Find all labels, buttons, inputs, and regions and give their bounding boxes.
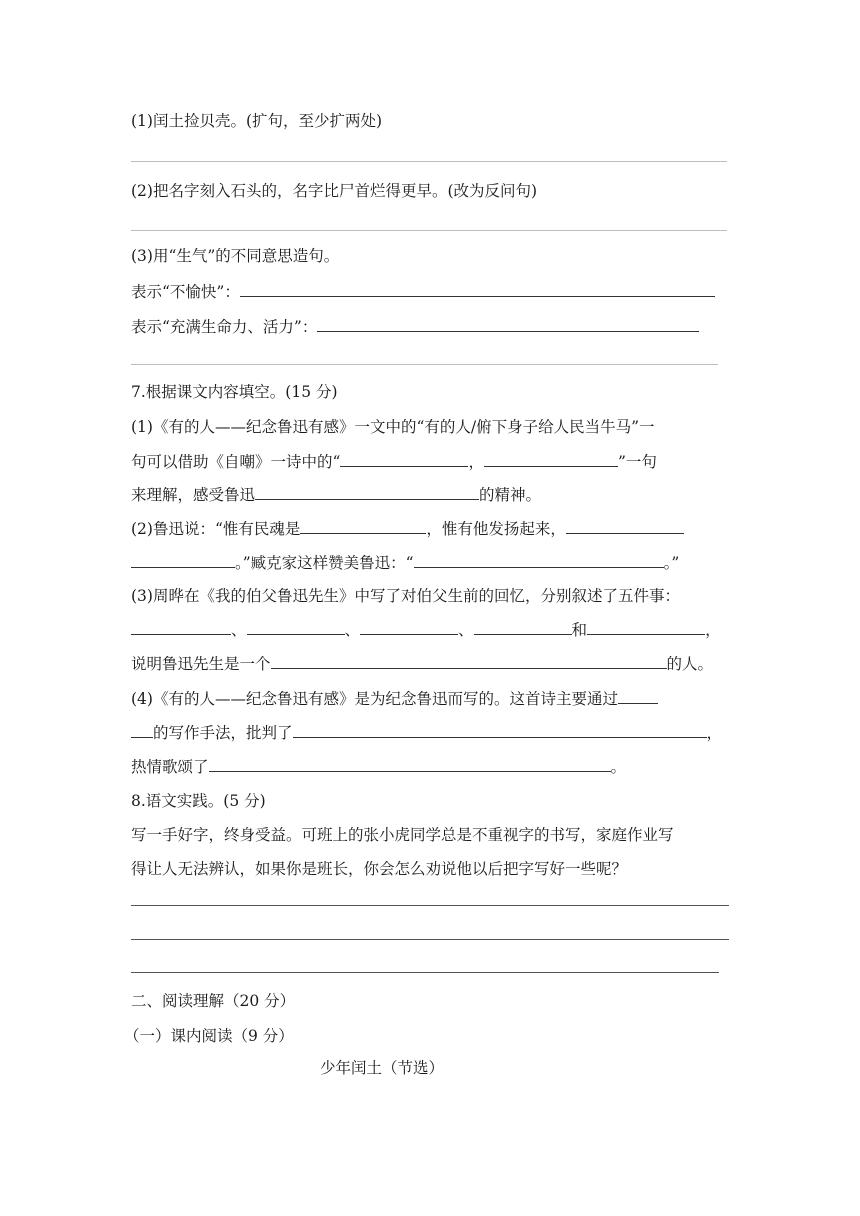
- blank[interactable]: [209, 757, 611, 772]
- q8-line2: 得让人无法辨认，如果你是班长，你会怎么劝说他以后把字写好一些呢？: [131, 860, 628, 878]
- q7-title: 7.根据课文内容填空。(15 分): [131, 383, 338, 401]
- q7-s4-text-a: (4)《有的人——纪念鲁迅有感》是为纪念鲁迅而写的。这首诗主要通过: [131, 690, 618, 708]
- q6-part3a: [131, 281, 715, 303]
- blank[interactable]: [360, 620, 458, 635]
- blank[interactable]: [618, 689, 658, 704]
- q7-s4-line1: [131, 688, 658, 710]
- q7-s3-line1: (3)周晔在《我的伯父鲁迅先生》中写了对伯父生前的回忆，分别叙述了五件事：: [131, 587, 680, 605]
- comma: ，: [706, 724, 723, 742]
- q7-s3-line2: [131, 619, 721, 641]
- q7-s4-text-c: 热情歌颂了: [131, 758, 209, 776]
- q6-part3a-label: 表示“不愉快”：: [131, 283, 240, 301]
- blank[interactable]: [131, 620, 231, 635]
- q7-s3-text-b: 的人。: [666, 655, 714, 673]
- blank[interactable]: [131, 553, 235, 568]
- q7-s1-text-a: 句可以借助《自嘲》一诗中的“: [131, 453, 341, 471]
- q8-line1: 写一手好字，终身受益。可班上的张小虎同学总是不重视字的书写，家庭作业写: [131, 826, 674, 844]
- blank[interactable]: [340, 452, 468, 467]
- blank[interactable]: [240, 282, 715, 297]
- period: 。: [610, 758, 627, 776]
- conjunction-and: 和: [571, 621, 588, 639]
- q7-s1-line3: [131, 484, 541, 506]
- answer-line[interactable]: [131, 972, 719, 973]
- section2-subtitle: （一）课内阅读（9 分）: [124, 1027, 294, 1045]
- q7-s2-text-b: ，惟有他发扬起来，: [426, 520, 566, 538]
- q7-s1-text-c: ”一句: [617, 453, 657, 471]
- q8-title: 8.语文实践。(5 分): [131, 792, 266, 810]
- q7-s2-line2: [131, 552, 679, 574]
- answer-line[interactable]: [131, 939, 729, 940]
- q6-part3-prompt: (3)用“生气”的不同意思造句。: [131, 247, 340, 265]
- answer-line[interactable]: [131, 905, 729, 906]
- q7-s1-line1: (1)《有的人——纪念鲁迅有感》一文中的“有的人/俯下身子给人民当牛马”一: [131, 418, 655, 436]
- answer-line[interactable]: [131, 230, 727, 231]
- q7-s3-text-a: 说明鲁迅先生是一个: [131, 655, 271, 673]
- blank[interactable]: [566, 519, 684, 534]
- blank[interactable]: [247, 620, 345, 635]
- answer-line[interactable]: [131, 161, 727, 162]
- blank[interactable]: [587, 620, 705, 635]
- q7-s1-line2: [131, 451, 657, 473]
- q7-s1-text-b: ，: [468, 453, 484, 471]
- blank[interactable]: [484, 452, 618, 467]
- q7-s1-text-d: 来理解，感受鲁迅: [131, 486, 256, 504]
- blank[interactable]: [300, 519, 426, 534]
- q7-s2-line1: [131, 518, 684, 540]
- q6-part3b: [131, 316, 699, 338]
- answer-line[interactable]: [131, 364, 718, 365]
- blank[interactable]: [131, 723, 153, 738]
- q7-s4-line2: [131, 722, 722, 744]
- q7-s2-text-c: 。”臧克家这样赞美鲁迅：“: [235, 554, 414, 572]
- blank[interactable]: [293, 723, 707, 738]
- separator: 、: [231, 621, 247, 639]
- q7-s4-text-b: 的写作手法，批判了: [153, 724, 293, 742]
- q7-s3-line3: [131, 653, 713, 675]
- q7-s2-text-a: (2)鲁迅说：“惟有民魂是: [131, 520, 301, 538]
- q6-part2-prompt: (2)把名字刻入石头的，名字比尸首烂得更早。(改为反问句): [131, 182, 538, 200]
- q7-s2-text-d: 。”: [663, 554, 680, 572]
- blank[interactable]: [255, 485, 479, 500]
- q6-part1-prompt: (1)闰土捡贝壳。(扩句，至少扩两处): [131, 112, 383, 130]
- passage-title: 少年闰土（节选）: [320, 1059, 445, 1077]
- blank[interactable]: [317, 317, 699, 332]
- separator: 、: [344, 621, 361, 639]
- blank[interactable]: [271, 654, 667, 669]
- q7-s4-line3: [131, 756, 626, 778]
- blank[interactable]: [474, 620, 572, 635]
- separator: 、: [458, 621, 474, 639]
- blank[interactable]: [414, 553, 664, 568]
- q6-part3b-label: 表示“充满生命力、活力”：: [131, 318, 318, 336]
- comma: ，: [705, 621, 721, 639]
- section2-title: 二、阅读理解（20 分）: [131, 992, 296, 1010]
- q7-s1-text-e: 的精神。: [479, 486, 542, 504]
